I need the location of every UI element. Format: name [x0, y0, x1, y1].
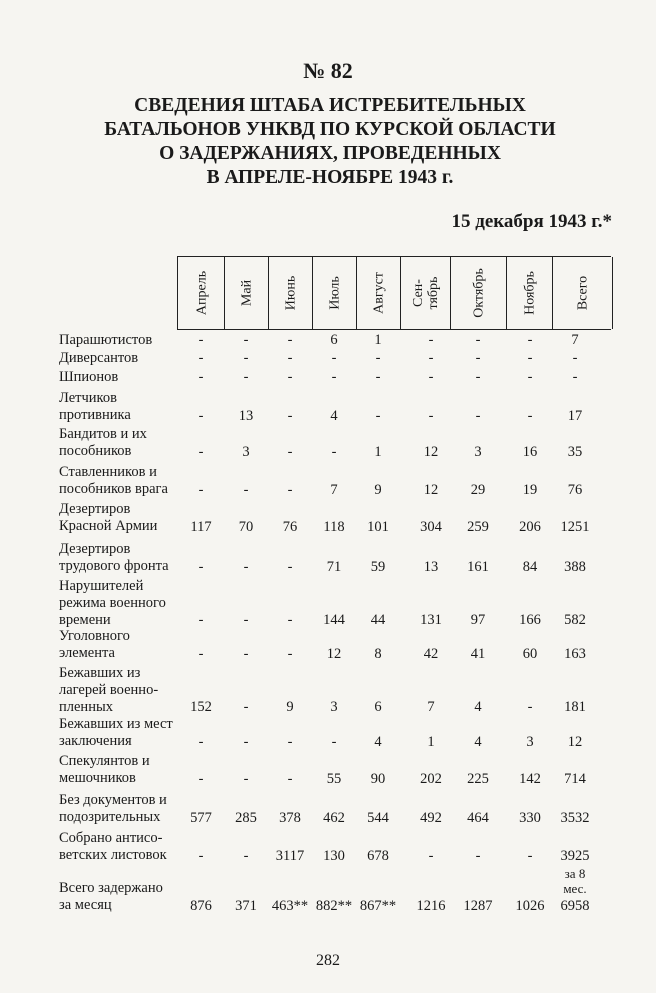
- table-cell: 225: [467, 771, 489, 787]
- table-cell: -: [243, 612, 249, 628]
- table-cell: -: [287, 482, 293, 498]
- table-cell: -: [527, 350, 533, 366]
- row-label: пособников врага: [59, 481, 168, 497]
- table-cell: 1251: [560, 519, 590, 535]
- column-header-label: [194, 271, 209, 315]
- table-cell: -: [243, 559, 249, 575]
- table-cell: -: [572, 350, 578, 366]
- table-cell: -: [475, 848, 481, 864]
- table-cell: -: [475, 350, 481, 366]
- table-cell: -: [243, 482, 249, 498]
- table-cell: -: [475, 369, 481, 385]
- table-cell: -: [287, 408, 293, 424]
- table-cell: 70: [238, 519, 254, 535]
- table-cell: -: [198, 646, 204, 662]
- document-number: № 82: [303, 58, 353, 83]
- table-cell: 463**: [271, 898, 309, 914]
- table-cell: -: [243, 332, 249, 348]
- table-cell: -: [287, 612, 293, 628]
- table-cell: -: [428, 350, 434, 366]
- table-cell: -: [287, 734, 293, 750]
- table-cell: -: [331, 369, 337, 385]
- table-cell: 876: [190, 898, 212, 914]
- table-cell: 4: [474, 734, 482, 750]
- table-cell: 4: [474, 699, 482, 715]
- table-cell: 118: [323, 519, 345, 535]
- row-label: Уголовного: [59, 628, 130, 644]
- table-cell: -: [198, 848, 204, 864]
- column-header: [552, 257, 613, 329]
- column-header: [312, 257, 357, 329]
- table-cell: 152: [190, 699, 212, 715]
- row-label: Бежавших из мест: [59, 716, 173, 732]
- title-line: О ЗАДЕРЖАНИЯХ, ПРОВЕДЕННЫХ: [159, 143, 501, 164]
- table-cell: 464: [467, 810, 489, 826]
- table-cell: 13: [423, 559, 439, 575]
- table-cell: 7: [330, 482, 338, 498]
- table-cell: 371: [235, 898, 257, 914]
- table-cell: 202: [420, 771, 442, 787]
- row-label: элемента: [59, 645, 115, 661]
- table-cell: -: [527, 848, 533, 864]
- row-label: Всего задержано: [59, 880, 163, 896]
- table-cell: 867**: [359, 898, 397, 914]
- table-cell: -: [375, 369, 381, 385]
- table-cell: -: [198, 444, 204, 460]
- row-label: лагерей военно-: [59, 682, 159, 698]
- table-cell: -: [331, 444, 337, 460]
- table-cell: 13: [238, 408, 254, 424]
- table-cell: 90: [370, 771, 386, 787]
- row-label: времени: [59, 612, 111, 628]
- table-cell: 144: [323, 612, 345, 628]
- column-header-label: [372, 272, 387, 314]
- table-cell: 8: [374, 646, 382, 662]
- table-cell: -: [243, 350, 249, 366]
- table-cell: 4: [330, 408, 338, 424]
- table-cell: 71: [326, 559, 342, 575]
- row-label: Дезертиров: [59, 501, 131, 517]
- table-cell: -: [375, 350, 381, 366]
- table-cell: 259: [467, 519, 489, 535]
- table-cell: 3: [474, 444, 482, 460]
- table-cell: 330: [519, 810, 541, 826]
- table-cell: 577: [190, 810, 212, 826]
- row-label: Бандитов и их: [59, 426, 147, 442]
- table-cell: 1287: [463, 898, 493, 914]
- table-cell: -: [198, 559, 204, 575]
- table-cell: 3: [242, 444, 250, 460]
- row-label: Собрано антисо-: [59, 830, 163, 846]
- table-cell: 101: [367, 519, 389, 535]
- table-cell: -: [287, 559, 293, 575]
- table-cell: 1: [374, 332, 382, 348]
- row-label: ветских листовок: [59, 847, 167, 863]
- table-cell: -: [198, 482, 204, 498]
- table-cell: 1: [374, 444, 382, 460]
- row-label: Шпионов: [59, 369, 119, 385]
- table-cell: 714: [564, 771, 586, 787]
- table-cell: 582: [564, 612, 586, 628]
- table-cell: 163: [564, 646, 586, 662]
- table-header: [177, 256, 611, 330]
- table-cell: 97: [470, 612, 486, 628]
- row-label: Дезертиров: [59, 541, 131, 557]
- table-cell: -: [428, 332, 434, 348]
- row-label: мешочников: [59, 770, 136, 786]
- column-header: [268, 257, 313, 329]
- column-header-text: тябрь: [426, 276, 441, 310]
- table-cell: 117: [190, 519, 212, 535]
- table-cell: -: [243, 369, 249, 385]
- row-label: режима военного: [59, 595, 166, 611]
- table-cell: 12: [423, 444, 439, 460]
- column-header-text: Май: [239, 279, 255, 307]
- table-cell: -: [243, 734, 249, 750]
- total-note: за 8: [564, 866, 586, 881]
- table-cell: -: [198, 612, 204, 628]
- table-cell: -: [331, 734, 337, 750]
- table-cell: 1: [427, 734, 435, 750]
- row-label: Бежавших из: [59, 665, 141, 681]
- table-cell: -: [198, 369, 204, 385]
- table-cell: 3925: [560, 848, 590, 864]
- table-cell: -: [287, 444, 293, 460]
- column-header: [400, 257, 451, 329]
- table-cell: -: [527, 332, 533, 348]
- table-cell: 678: [367, 848, 389, 864]
- table-cell: 16: [522, 444, 538, 460]
- table-cell: 161: [467, 559, 489, 575]
- table-cell: -: [428, 848, 434, 864]
- table-cell: -: [243, 699, 249, 715]
- table-cell: 3532: [560, 810, 590, 826]
- table-cell: 1216: [416, 898, 446, 914]
- column-header-label: [240, 280, 255, 306]
- table-cell: 84: [522, 559, 538, 575]
- table-cell: -: [428, 408, 434, 424]
- table-cell: 7: [427, 699, 435, 715]
- table-cell: 59: [370, 559, 386, 575]
- table-cell: -: [198, 734, 204, 750]
- table-cell: 304: [420, 519, 442, 535]
- table-cell: 206: [519, 519, 541, 535]
- column-header-text: Октябрь: [471, 268, 487, 318]
- title-line: БАТАЛЬОНОВ УНКВД ПО КУРСКОЙ ОБЛАСТИ: [104, 119, 556, 140]
- column-header-text: Сен-: [411, 279, 426, 307]
- table-cell: -: [527, 699, 533, 715]
- table-cell: 3: [330, 699, 338, 715]
- table-cell: 17: [567, 408, 583, 424]
- row-label: Парашютистов: [59, 332, 153, 348]
- table-cell: 882**: [315, 898, 353, 914]
- table-cell: 6: [374, 699, 382, 715]
- table-cell: -: [287, 646, 293, 662]
- table-cell: -: [287, 771, 293, 787]
- table-cell: -: [198, 350, 204, 366]
- column-header-text: Июль: [327, 276, 343, 310]
- table-cell: 19: [522, 482, 538, 498]
- table-cell: 142: [519, 771, 541, 787]
- document-date: 15 декабря 1943 г.*: [451, 211, 612, 232]
- table-cell: 76: [567, 482, 583, 498]
- row-label: Нарушителей: [59, 578, 144, 594]
- table-cell: -: [428, 369, 434, 385]
- table-cell: 29: [470, 482, 486, 498]
- table-cell: -: [287, 332, 293, 348]
- table-cell: -: [198, 332, 204, 348]
- table-cell: 492: [420, 810, 442, 826]
- table-cell: 6: [330, 332, 338, 348]
- table-cell: -: [572, 369, 578, 385]
- table-cell: 41: [470, 646, 486, 662]
- table-cell: 462: [323, 810, 345, 826]
- table-cell: 9: [286, 699, 294, 715]
- table-cell: 76: [282, 519, 298, 535]
- row-label: Красной Армии: [59, 518, 158, 534]
- table-cell: 181: [564, 699, 586, 715]
- column-header-label: [523, 271, 538, 315]
- table-cell: -: [331, 350, 337, 366]
- row-label: подозрительных: [59, 809, 161, 825]
- table-cell: 166: [519, 612, 541, 628]
- column-header-text: Всего: [575, 275, 590, 311]
- table-cell: -: [198, 771, 204, 787]
- row-label: Летчиков: [59, 390, 117, 406]
- table-cell: 1026: [515, 898, 545, 914]
- table-cell: 12: [326, 646, 342, 662]
- row-label: противника: [59, 407, 131, 423]
- table-cell: 4: [374, 734, 382, 750]
- total-note: мес.: [563, 881, 587, 896]
- table-cell: 35: [567, 444, 583, 460]
- column-header-text: Август: [371, 272, 387, 314]
- table-cell: 7: [571, 332, 579, 348]
- table-cell: 44: [370, 612, 386, 628]
- table-cell: 285: [235, 810, 257, 826]
- title-line: СВЕДЕНИЯ ШТАБА ИСТРЕБИТЕЛЬНЫХ: [134, 95, 526, 116]
- column-header-text: Июнь: [283, 275, 299, 311]
- table-cell: -: [243, 646, 249, 662]
- title-line: В АПРЕЛЕ-НОЯБРЕ 1943 г.: [206, 167, 454, 188]
- table-cell: -: [243, 848, 249, 864]
- column-header-label: [472, 268, 487, 318]
- row-label: Диверсантов: [59, 350, 139, 366]
- table-cell: 55: [326, 771, 342, 787]
- table-cell: 42: [423, 646, 439, 662]
- table-cell: -: [287, 369, 293, 385]
- table-cell: -: [198, 408, 204, 424]
- table-cell: -: [527, 408, 533, 424]
- page-number: 282: [316, 952, 340, 969]
- row-label: за месяц: [59, 897, 112, 913]
- column-header-label: [328, 276, 343, 310]
- row-label: Спекулянтов и: [59, 753, 150, 769]
- table-cell: -: [375, 408, 381, 424]
- table-cell: -: [243, 771, 249, 787]
- column-header: [177, 257, 225, 329]
- row-label: Без документов и: [59, 792, 167, 808]
- row-label: пленных: [59, 699, 113, 715]
- row-label: пособников: [59, 443, 132, 459]
- table-cell: -: [475, 408, 481, 424]
- column-header-label: [575, 276, 590, 310]
- document-title: [70, 94, 590, 190]
- column-header: [506, 257, 553, 329]
- column-header-label: [284, 276, 299, 310]
- table-cell: 12: [423, 482, 439, 498]
- table-cell: 378: [279, 810, 301, 826]
- column-header: [356, 257, 401, 329]
- table-cell: 544: [367, 810, 389, 826]
- table-cell: 12: [567, 734, 583, 750]
- column-header-label: [411, 277, 441, 310]
- table-cell: 60: [522, 646, 538, 662]
- table-cell: 130: [323, 848, 345, 864]
- table-cell: 131: [420, 612, 442, 628]
- table-cell: -: [475, 332, 481, 348]
- table-cell: 3117: [275, 848, 305, 864]
- table-cell: 388: [564, 559, 586, 575]
- row-label: Ставленников и: [59, 464, 157, 480]
- row-label: заключения: [59, 733, 132, 749]
- column-header-text: Ноябрь: [522, 271, 538, 315]
- table-cell: -: [287, 350, 293, 366]
- column-header-text: Апрель: [194, 270, 209, 316]
- column-header: [450, 257, 507, 329]
- row-label: трудового фронта: [59, 558, 169, 574]
- table-cell: 9: [374, 482, 382, 498]
- column-header: [224, 257, 269, 329]
- table-cell: 6958: [560, 898, 590, 914]
- table-cell: -: [527, 369, 533, 385]
- table-cell: 3: [526, 734, 534, 750]
